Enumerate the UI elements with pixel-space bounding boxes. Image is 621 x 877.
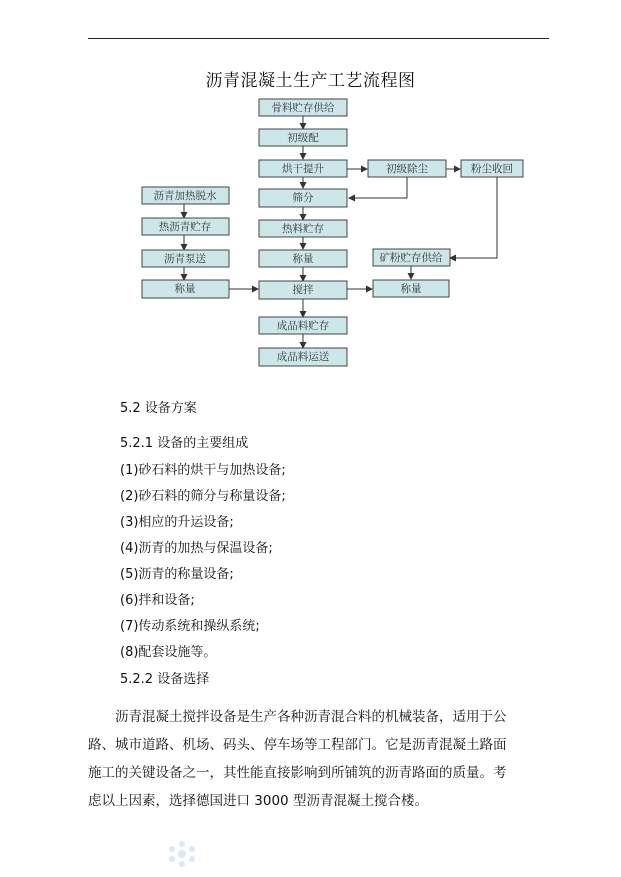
svg-text:烘干提升: 烘干提升 — [282, 163, 324, 175]
svg-text:初级配: 初级配 — [287, 132, 319, 144]
flow-step-aggregate-supply — [259, 99, 347, 116]
svg-text:热沥青贮存: 热沥青贮存 — [158, 221, 212, 233]
svg-text:称量: 称量 — [292, 253, 314, 265]
page-title: 沥青混凝土生产工艺流程图 — [205, 71, 416, 91]
svg-text:沥青泵送: 沥青泵送 — [164, 253, 206, 265]
svg-text:沥青加热脱水: 沥青加热脱水 — [153, 190, 217, 202]
svg-text:矿粉贮存供给: 矿粉贮存供给 — [379, 252, 443, 264]
list-item: (5)沥青的称量设备; — [120, 567, 234, 582]
list-item: (8)配套设施等。 — [120, 645, 217, 660]
paragraph-line: 虑以上因素，选择德国进口 3000 型沥青混凝土搅合楼。 — [88, 793, 428, 809]
flow-step-drying-lifting — [259, 160, 347, 177]
list-item: (3)相应的升运设备; — [120, 515, 234, 530]
list-item: (1)砂石料的烘干与加热设备; — [120, 463, 286, 478]
list-item: (2)砂石料的筛分与称量设备; — [120, 489, 286, 504]
section-heading: 5.2 设备方案 — [120, 401, 197, 416]
list-item: (4)沥青的加热与保温设备; — [120, 541, 273, 556]
flow-step-asphalt-heating — [142, 187, 229, 204]
paragraph-line: 沥青混凝土搅拌设备是生产各种沥青混合料的机械装备，适用于公 — [115, 709, 507, 725]
process-flowchart — [0, 0, 621, 380]
svg-text:称量: 称量 — [174, 283, 196, 295]
flow-step-weighing — [259, 250, 347, 267]
subsection-heading-composition: 5.2.1 设备的主要组成 — [120, 436, 249, 451]
flow-step-hot-storage — [259, 220, 347, 237]
paragraph-line: 路、城市道路、机场、码头、停车场等工程部门。它是沥青混凝土路面 — [88, 737, 507, 753]
arrow-connector — [349, 177, 407, 198]
paragraph-line: 施工的关键设备之一，其性能直接影响到所铺筑的沥青路面的质量。考 — [88, 765, 507, 781]
flow-step-screening — [259, 189, 347, 207]
flow-step-asphalt-weighing — [142, 280, 229, 298]
watermark-icon — [160, 836, 204, 872]
flow-step-dust-recovery — [461, 160, 523, 177]
flow-step-primary-dust-removal — [368, 160, 446, 177]
flow-step-mineral-powder-supply — [373, 249, 450, 266]
list-item: (7)传动系统和操纵系统; — [120, 619, 260, 634]
flow-step-product-delivery — [259, 348, 347, 366]
flow-step-asphalt-pumping — [142, 250, 229, 267]
svg-text:骨料贮存供给: 骨料贮存供给 — [271, 102, 335, 114]
flow-step-initial-grading — [259, 129, 347, 146]
svg-text:成品料运送: 成品料运送 — [276, 351, 330, 363]
svg-text:成品料贮存: 成品料贮存 — [276, 320, 330, 332]
flow-step-powder-weighing — [373, 280, 449, 297]
svg-text:搅拌: 搅拌 — [292, 284, 314, 296]
flow-step-hot-asphalt-storage — [142, 218, 229, 235]
svg-text:称量: 称量 — [400, 283, 422, 295]
flow-step-product-storage — [259, 317, 347, 334]
flow-step-mixing — [259, 281, 347, 299]
svg-text:初级除尘: 初级除尘 — [386, 163, 428, 175]
svg-text:筛分: 筛分 — [292, 192, 314, 204]
svg-text:粉尘收回: 粉尘收回 — [471, 163, 513, 175]
arrow-connector — [450, 177, 497, 258]
subsection-heading-selection: 5.2.2 设备选择 — [120, 672, 210, 687]
svg-text:热料贮存: 热料贮存 — [282, 223, 324, 235]
list-item: (6)拌和设备; — [120, 593, 195, 608]
body-paragraph — [88, 703, 550, 815]
